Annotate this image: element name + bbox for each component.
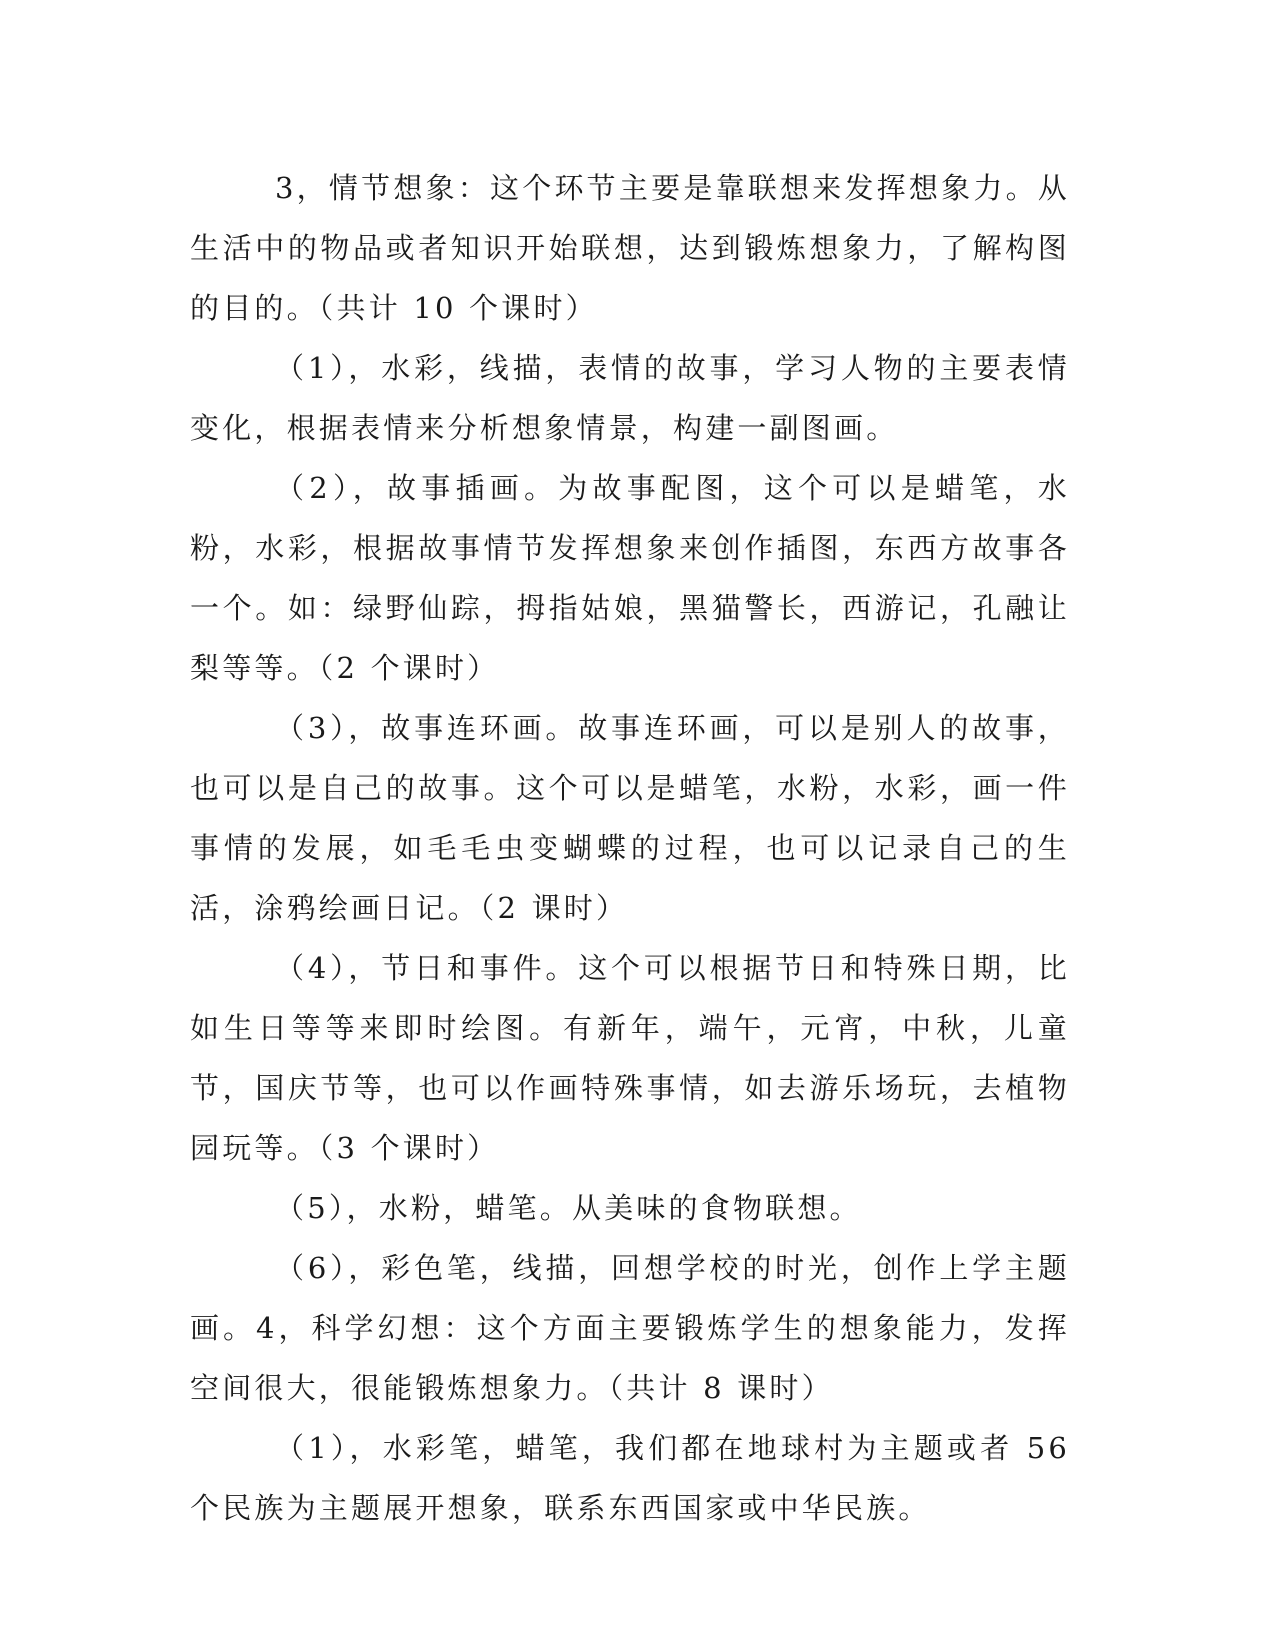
paragraph-item-6-school-and-science: （6），彩色笔，线描，回想学校的时光，创作上学主题画。4，科学幻想：这个方面主要锻炼学生的想象能力，发挥空间很大，很能锻炼想象力。（共计 8 课时） — [190, 1251, 1070, 1405]
paragraph-plot-imagination: 3，情节想象：这个环节主要是靠联想来发挥想象力。从生活中的物品或者知识开始联想，达到锻炼想象力，了解构图的目的。（共计 10 个课时） — [190, 171, 1070, 325]
document-body — [190, 158, 1070, 1538]
paragraph-item-2-illustration: （2），故事插画。为故事配图，这个可以是蜡笔，水粉，水彩，根据故事情节发挥想象来创作插图，东西方故事各一个。如：绿野仙踪，拇指姑娘，黑猫警长，西游记，孔融让梨等等。（2 个课时） — [190, 471, 1070, 685]
paragraph-item-5-food: （5），水粉，蜡笔。从美味的食物联想。 — [275, 1191, 862, 1225]
paragraph-item-4-holidays: （4），节日和事件。这个可以根据节日和特殊日期，比如生日等等来即时绘图。有新年，端午，元宵，中秋，儿童节，国庆节等，也可以作画特殊事情，如去游乐场玩，去植物园玩等。（3 个课时） — [190, 951, 1070, 1165]
paragraph-item-3-comic-strip: （3），故事连环画。故事连环画，可以是别人的故事，也可以是自己的故事。这个可以是蜡笔，水粉，水彩，画一件事情的发展，如毛毛虫变蝴蝶的过程，也可以记录自己的生活，涂鸦绘画日记。（2 课时） — [190, 711, 1070, 925]
paragraph-item-1-expressions: （1），水彩，线描，表情的故事，学习人物的主要表情变化，根据表情来分析想象情景，构建一副图画。 — [190, 351, 1070, 445]
paragraph-item-1-global-village: （1），水彩笔，蜡笔，我们都在地球村为主题或者 56 个民族为主题展开想象，联系东西国家或中华民族。 — [190, 1431, 1070, 1525]
